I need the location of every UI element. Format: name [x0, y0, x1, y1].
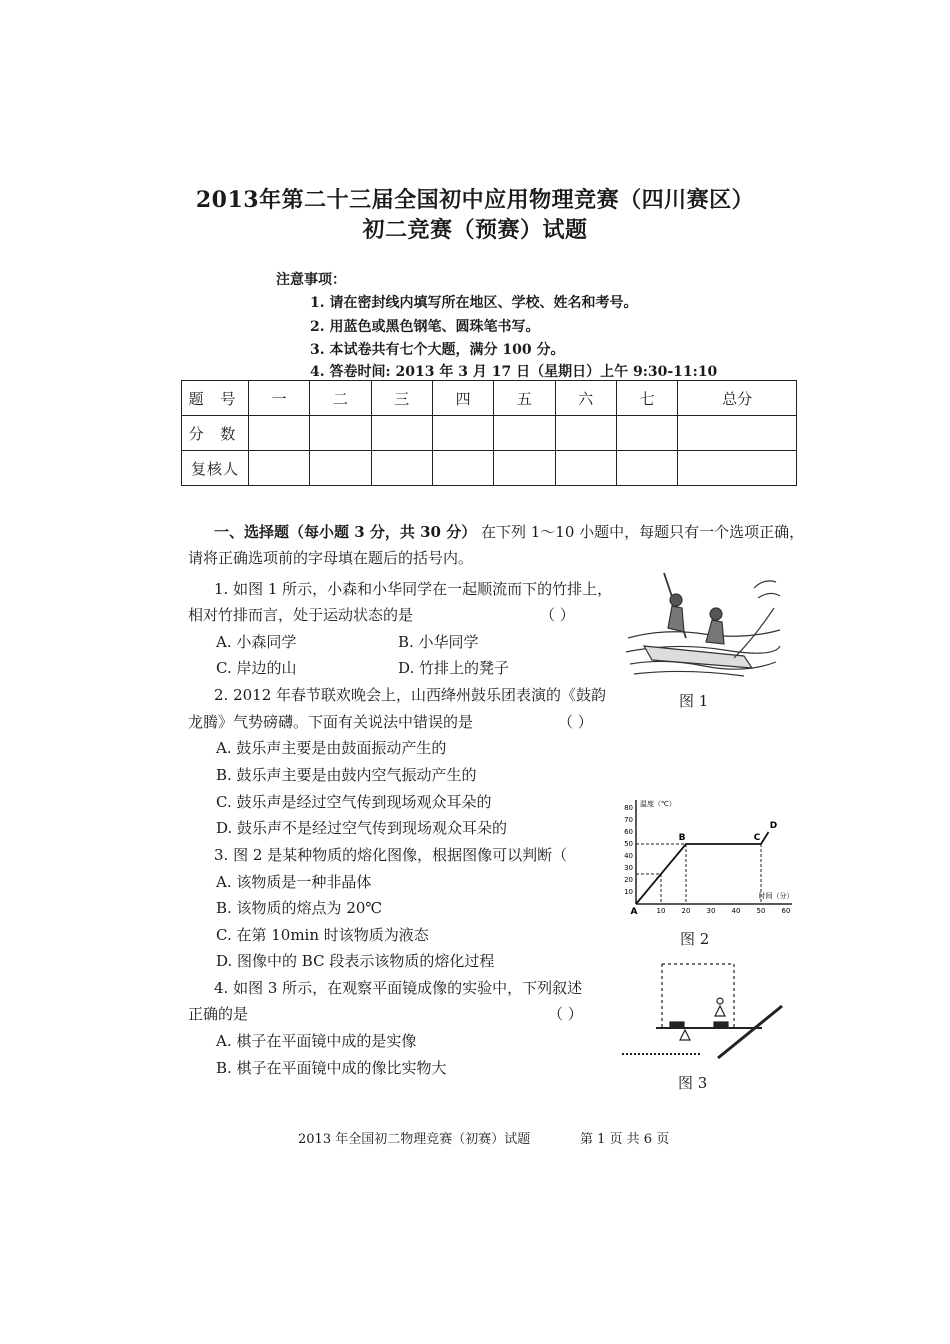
- score-cell[interactable]: [616, 416, 677, 451]
- score-cell[interactable]: [678, 416, 797, 451]
- q2-stem-a: 2. 2012 年春节联欢晚会上，山西绛州鼓乐团表演的《鼓韵: [214, 686, 607, 704]
- q3-option-a: A. 该物质是一种非晶体: [216, 873, 372, 891]
- reviewer-cell[interactable]: [678, 451, 797, 486]
- q4-answer-paren[interactable]: （ ）: [548, 1005, 583, 1023]
- q4-stem-a: 4. 如图 3 所示，在观察平面镜成像的实验中，下列叙述: [214, 979, 583, 997]
- q2-option-c: C. 鼓乐声是经过空气传到现场观众耳朵的: [216, 793, 492, 811]
- q1-stem-a: 1. 如图 1 所示，小森和小华同学在一起顺流而下的竹排上，: [214, 580, 613, 598]
- col-4: 四: [432, 381, 493, 416]
- reviewer-cell[interactable]: [249, 451, 310, 486]
- score-cell[interactable]: [494, 416, 555, 451]
- section1-heading: 一、选择题（每小题 3 分，共 30 分）: [214, 523, 477, 541]
- q2-option-a: A. 鼓乐声主要是由鼓面振动产生的: [216, 739, 447, 757]
- x-tick-label: 20: [681, 907, 691, 915]
- reviewer-cell[interactable]: [371, 451, 432, 486]
- col-2: 二: [310, 381, 371, 416]
- notice-heading: 注意事项：: [276, 272, 346, 288]
- col-6: 六: [555, 381, 616, 416]
- y-tick-label: 20: [624, 876, 633, 884]
- point-label: C: [753, 833, 761, 843]
- point-label: A: [630, 907, 638, 917]
- q1-option-a: A. 小森同学: [216, 633, 297, 651]
- x-tick-label: 30: [706, 907, 716, 915]
- y-tick-label: 10: [624, 888, 633, 896]
- y-tick-label: 30: [624, 864, 633, 872]
- x-axis-label: 时间（分）: [758, 892, 794, 900]
- reviewer-cell[interactable]: [555, 451, 616, 486]
- exam-title-line2: 初二竞赛（预赛）试题: [362, 217, 588, 243]
- q1-option-b: B. 小华同学: [398, 633, 479, 651]
- y-tick-label: 70: [624, 816, 633, 824]
- col-7: 七: [616, 381, 677, 416]
- figure3-mirror-experiment: [612, 958, 788, 1068]
- col-3: 三: [371, 381, 432, 416]
- notice-item-2: 2. 用蓝色或黑色钢笔、圆珠笔书写。: [310, 319, 540, 335]
- x-tick-label: 50: [756, 907, 766, 915]
- score-table-row-reviewer: [182, 451, 797, 486]
- row-label-score: 分 数: [182, 416, 249, 451]
- q1-stem-b: 相对竹排而言，处于运动状态的是: [188, 606, 414, 624]
- col-total: 总分: [678, 381, 797, 416]
- q1-option-d: D. 竹排上的凳子: [398, 659, 510, 677]
- q2-stem-b: 龙腾》气势磅礴。下面有关说法中错误的是: [188, 713, 474, 731]
- q4-option-b: B. 棋子在平面镜中成的像比实物大: [216, 1059, 447, 1077]
- y-tick-label: 40: [624, 852, 633, 860]
- point-label: D: [769, 821, 778, 831]
- footer-page-number: 第 1 页 共 6 页: [580, 1132, 670, 1147]
- melting-curve-line: [636, 832, 769, 904]
- q2-option-d: D. 鼓乐声不是经过空气传到现场观众耳朵的: [216, 819, 508, 837]
- notice-item-1: 1. 请在密封线内填写所在地区、学校、姓名和考号。: [310, 295, 638, 311]
- col-5: 五: [494, 381, 555, 416]
- y-tick-label: 60: [624, 828, 633, 836]
- reviewer-cell[interactable]: [432, 451, 493, 486]
- q2-answer-paren[interactable]: （ ）: [558, 713, 593, 731]
- point-label: B: [678, 833, 686, 843]
- q3-stem-a: 3. 图 2 是某种物质的熔化图像，根据图像可以判断（: [214, 846, 568, 864]
- y-axis-label: 温度（℃）: [640, 800, 676, 808]
- q2-option-b: B. 鼓乐声主要是由鼓内空气振动产生的: [216, 766, 477, 784]
- section1-instruction-b: 请将正确选项前的字母填在题后的括号内。: [188, 549, 474, 567]
- figure3-caption: 图 3: [678, 1074, 708, 1092]
- q1-answer-paren[interactable]: （ ）: [540, 606, 575, 624]
- figure1-caption: 图 1: [679, 692, 709, 710]
- figure2-caption: 图 2: [680, 930, 710, 948]
- score-cell[interactable]: [371, 416, 432, 451]
- figure2-melting-chart: [608, 792, 798, 924]
- score-table-row-score: [182, 416, 797, 451]
- score-cell[interactable]: [555, 416, 616, 451]
- score-cell[interactable]: [310, 416, 371, 451]
- notice-item-4: 4. 答卷时间: 2013 年 3 月 17 日（星期日）上午 9:30-11:10: [310, 364, 718, 380]
- y-tick-label: 50: [624, 840, 633, 848]
- notice-item-3: 3. 本试卷共有七个大题，满分 100 分。: [310, 342, 565, 358]
- row-label-reviewer: 复核人: [182, 451, 249, 486]
- q3-option-d: D. 图像中的 BC 段表示该物质的熔化过程: [216, 952, 495, 970]
- score-cell[interactable]: [432, 416, 493, 451]
- row-label-question-number: 题 号: [182, 381, 249, 416]
- reviewer-cell[interactable]: [494, 451, 555, 486]
- exam-title-line1: 2013年第二十三届全国初中应用物理竞赛（四川赛区）: [195, 187, 755, 213]
- section1-instruction-a: 在下列 1～10 小题中，每题只有一个选项正确，: [480, 523, 805, 541]
- q3-option-c: C. 在第 10min 时该物质为液态: [216, 926, 429, 944]
- q4-stem-b: 正确的是: [188, 1005, 249, 1023]
- footer-exam-name: 2013 年全国初二物理竞赛（初赛）试题: [298, 1132, 531, 1147]
- x-tick-label: 10: [656, 907, 666, 915]
- reviewer-cell[interactable]: [616, 451, 677, 486]
- y-tick-label: 80: [624, 804, 633, 812]
- score-table: [181, 380, 797, 486]
- q4-option-a: A. 棋子在平面镜中成的是实像: [216, 1032, 417, 1050]
- x-tick-label: 40: [731, 907, 741, 915]
- reviewer-cell[interactable]: [310, 451, 371, 486]
- score-table-row-header: [182, 381, 797, 416]
- score-cell[interactable]: [249, 416, 310, 451]
- q1-option-c: C. 岸边的山: [216, 659, 297, 677]
- figure1-raft-illustration: [624, 568, 782, 680]
- q3-option-b: B. 该物质的熔点为 20℃: [216, 899, 383, 917]
- x-tick-label: 60: [781, 907, 791, 915]
- col-1: 一: [249, 381, 310, 416]
